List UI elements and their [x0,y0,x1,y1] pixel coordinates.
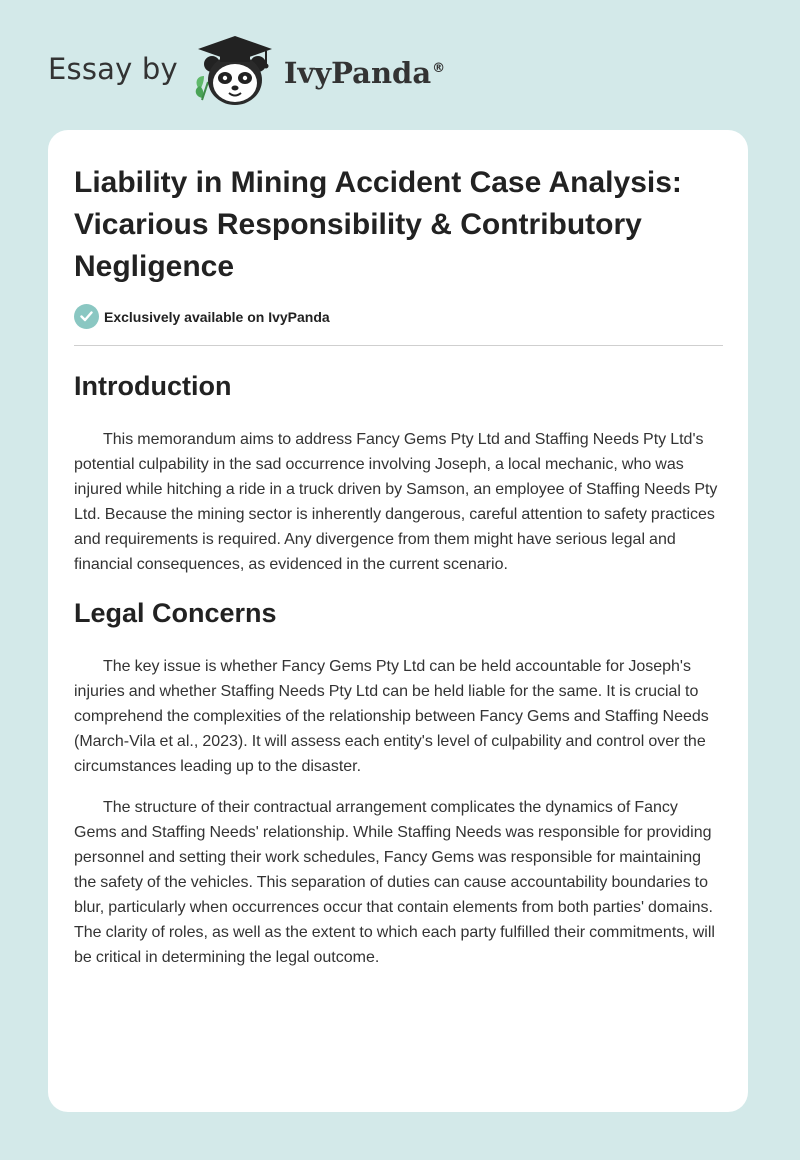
exclusive-badge-text: Exclusively available on IvyPanda [104,308,330,325]
section-heading: Legal Concerns [74,598,277,628]
title-divider [74,345,723,346]
checkmark-icon [80,311,93,322]
paragraph: The key issue is whether Fancy Gems Pty Ltd can be held accountable for Joseph's injuries and whether Staffing Needs Pty Ltd can be held liable for the same. It is crucial to comprehend the complexities of the relationship between Fancy Gems and Staffing Needs (March-Vila et al., 2023). It will assess each entity's level of culpability and control over the circumstances leading up to the disaster. [74,658,709,775]
brand-name-text: IvyPanda [283,56,432,90]
brand-prefix: Essay by [48,52,178,86]
registered-mark: ® [432,61,446,77]
exclusive-badge [74,304,330,329]
essay-title: Liability in Mining Accident Case Analysis: Vicarious Responsibility & Contributory Negligence [74,166,682,283]
paragraph: The structure of their contractual arrangement complicates the dynamics of Fancy Gems and Staffing Needs' relationship. While Staffing Needs was responsible for providing personnel and setting their work schedules, Fancy Gems was responsible for maintaining the safety of the vehicles. This separation of duties can cause accountability boundaries to blur, particularly when occurrences occur that contain elements from both parties' domains. The clarity of roles, as well as the extent to which each party fulfilled their commitments, will be critical in determining the legal outcome. [74,799,715,966]
section-heading: Introduction [74,371,232,401]
panda-graduate-icon [192,32,278,112]
check-circle-icon [74,304,99,329]
essay-card [48,130,748,1112]
brand-logo-link[interactable] [48,32,445,112]
paragraph: This memorandum aims to address Fancy Gems Pty Ltd and Staffing Needs Pty Ltd's potential culpability in the sad occurrence involving Joseph, a local mechanic, who was injured while hitching a ride in a truck driven by Samson, an employee of Staffing Needs Pty Ltd. Because the mining sector is inherently dangerous, careful attention to safety practices and requirements is required. Any divergence from them might have serious legal and financial consequences, as evidenced in the current scenario. [74,431,718,573]
brand-name [284,56,445,90]
